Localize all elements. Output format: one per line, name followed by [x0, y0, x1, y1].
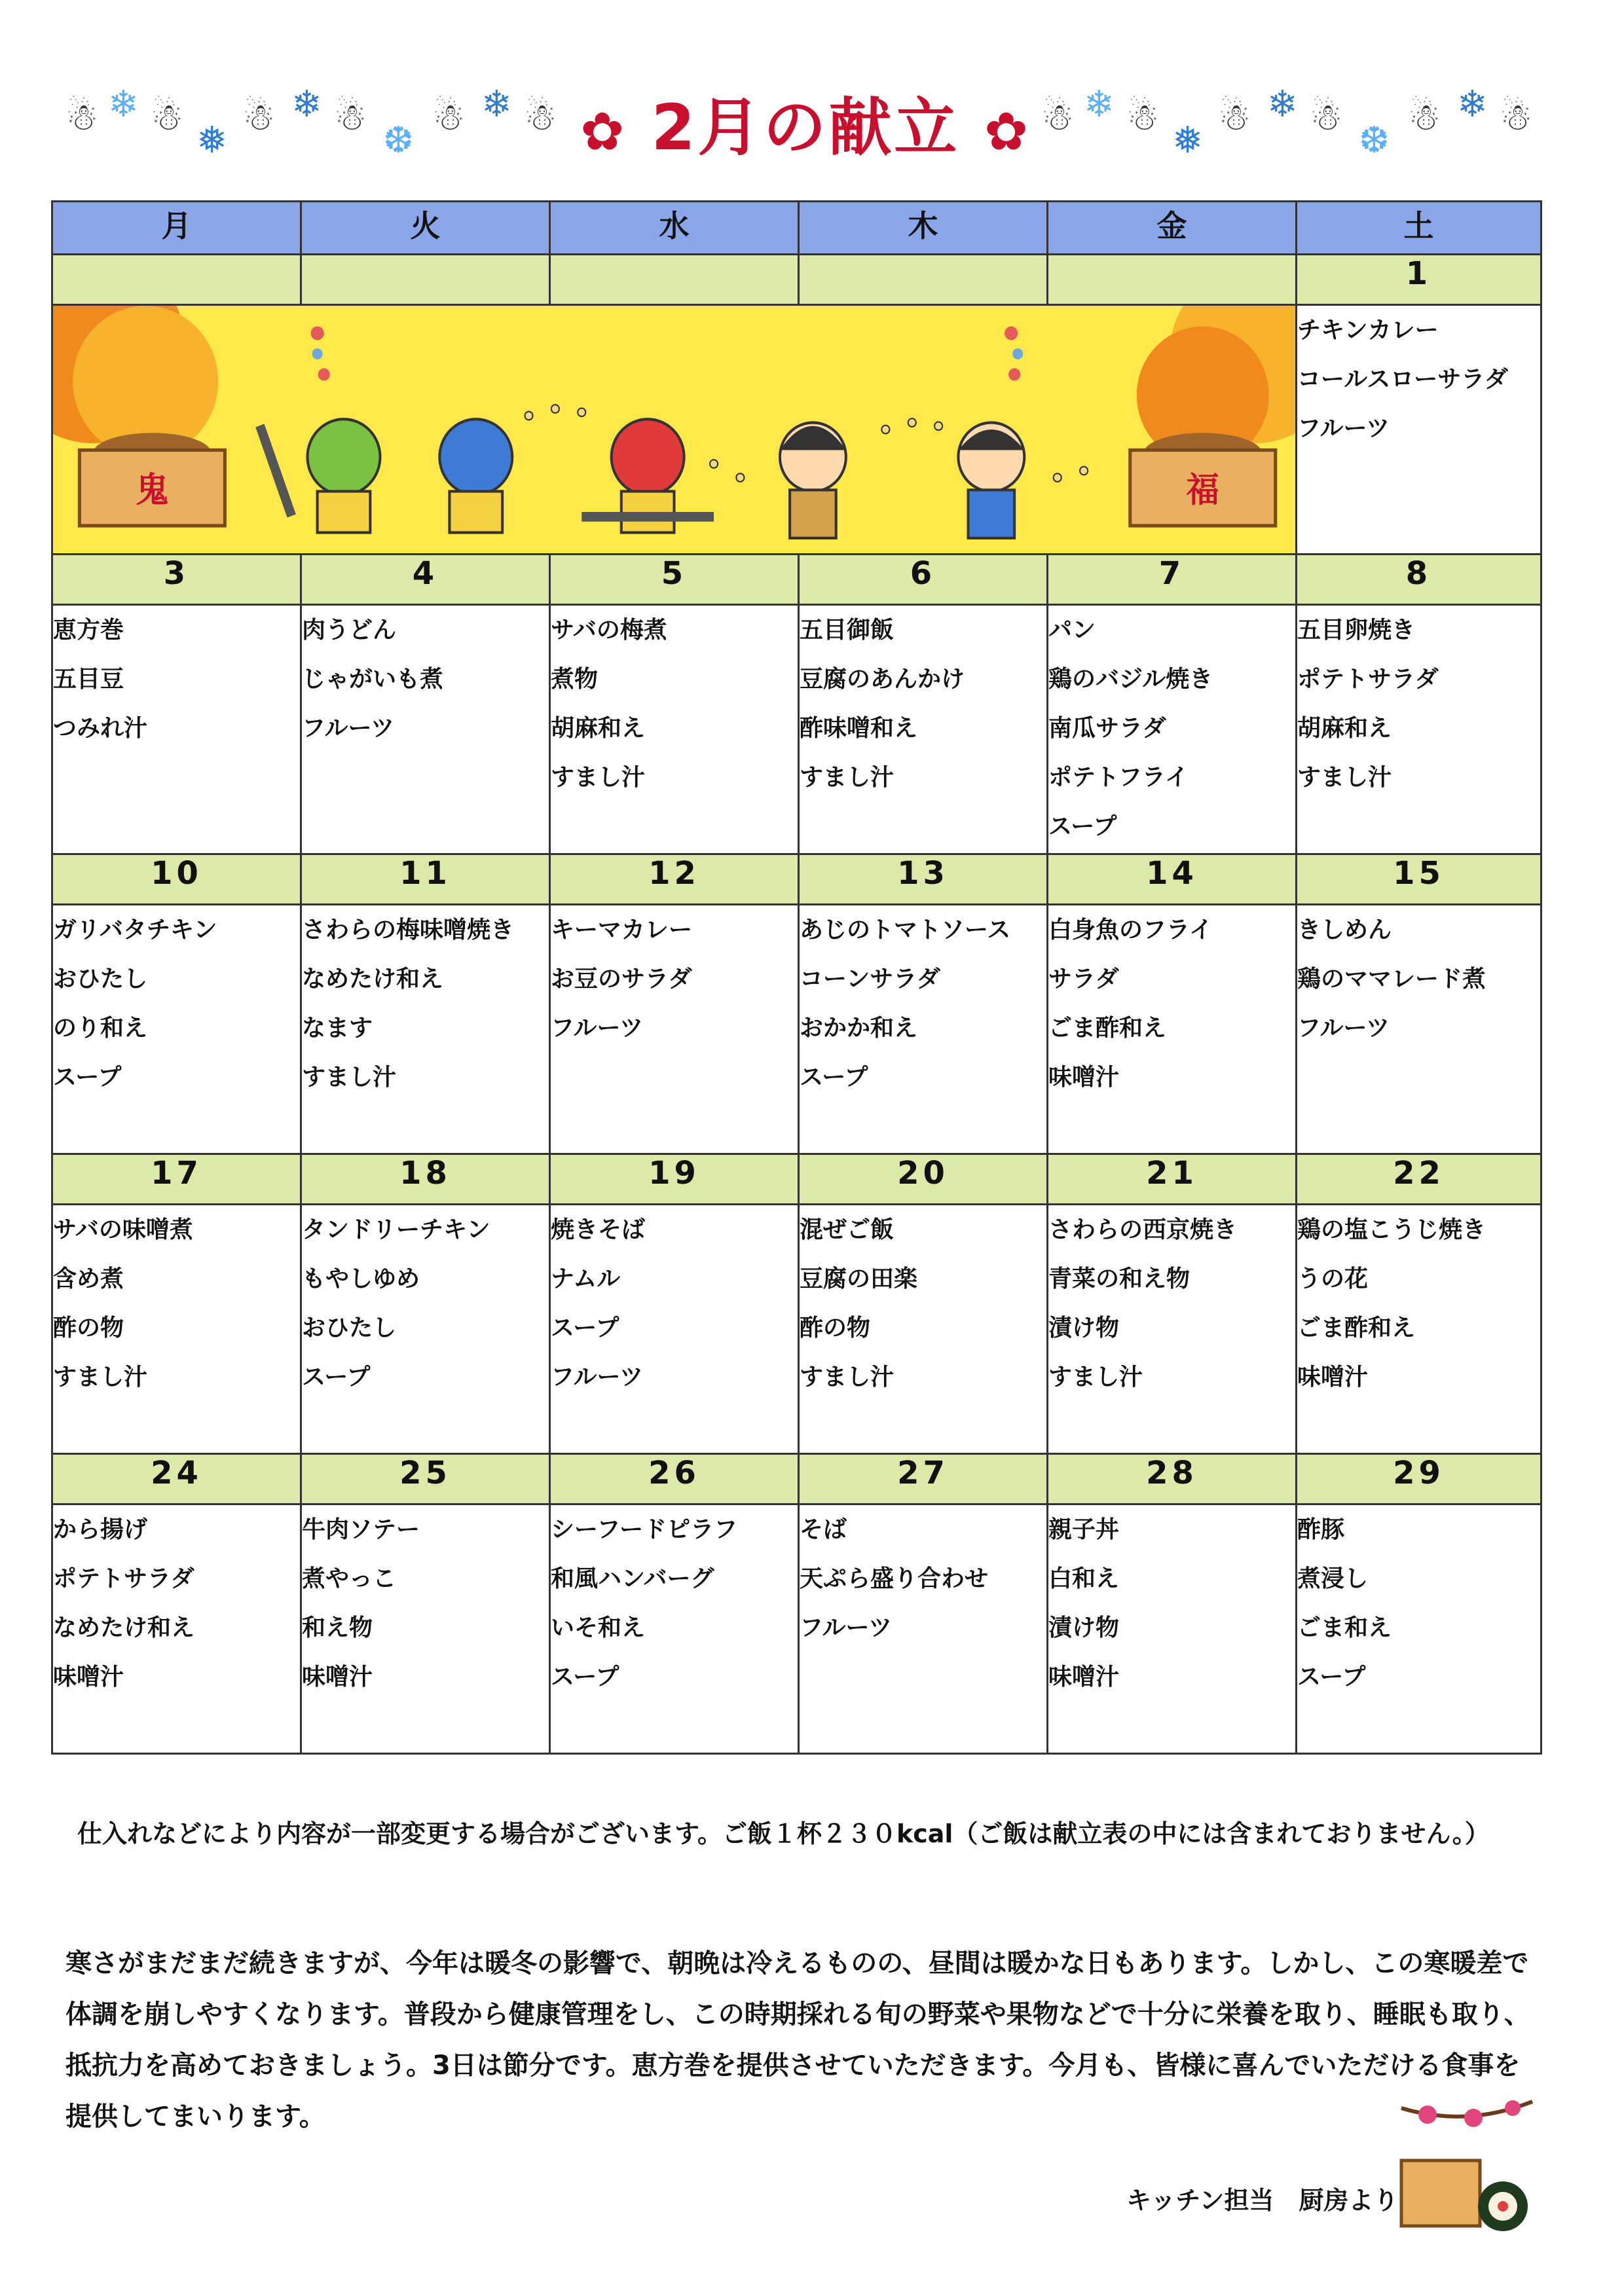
snowflake-icon: ❄	[291, 83, 322, 126]
menu-item: スープ	[551, 1664, 619, 1690]
menu-cell	[301, 905, 550, 1154]
menu-item: 和風ハンバーグ	[551, 1565, 714, 1592]
menu-item: 鶏のママレード煮	[1297, 966, 1486, 993]
menu-cell	[1048, 905, 1297, 1154]
menu-calendar	[51, 200, 1542, 1755]
menu-item: すまし汁	[800, 764, 895, 791]
menu-item: 胡麻和え	[551, 715, 646, 742]
menu-row	[52, 1504, 1541, 1754]
menu-cell	[1048, 1205, 1297, 1454]
menu-item: スープ	[53, 1064, 122, 1091]
page-title	[576, 92, 1035, 164]
menu-item: 酢豚	[1297, 1516, 1345, 1543]
snowman-icon: ☃	[1408, 96, 1441, 139]
menu-item: ごま酢和え	[1048, 1015, 1167, 1042]
menu-item: コーンサラダ	[800, 966, 940, 993]
menu-item: 漬け物	[1048, 1315, 1120, 1341]
menu-item: ナムル	[551, 1266, 621, 1292]
menu-item: さわらの西京焼き	[1048, 1216, 1238, 1243]
weekday-sat: 土	[1297, 202, 1541, 255]
menu-item: すまし汁	[53, 1364, 148, 1391]
menu-item: コールスローサラダ	[1297, 366, 1508, 393]
menu-item: 天ぷら盛り合わせ	[800, 1565, 989, 1592]
date-row	[52, 255, 1541, 305]
menu-item: 胡麻和え	[1297, 715, 1392, 742]
snowman-icon: ☃	[65, 96, 99, 139]
menu-item: 煮浸し	[1297, 1565, 1369, 1592]
date-cell: 8	[1297, 555, 1541, 605]
menu-item: うの花	[1297, 1266, 1369, 1292]
weekday-thu: 木	[799, 202, 1048, 255]
menu-cell	[799, 605, 1048, 854]
weekday-header-row	[52, 202, 1541, 255]
date-cell	[52, 255, 301, 305]
menu-cell	[1048, 605, 1297, 854]
menu-item: ごま酢和え	[1297, 1315, 1416, 1341]
menu-item: 五目御飯	[800, 617, 895, 644]
blue-oni-icon	[439, 419, 512, 532]
date-cell: 7	[1048, 555, 1297, 605]
menu-item: ポテトサラダ	[1297, 666, 1439, 693]
menu-item: のり和え	[53, 1015, 148, 1042]
menu-item: 和え物	[302, 1614, 373, 1641]
date-cell: 24	[52, 1454, 301, 1504]
menu-cell	[1297, 305, 1541, 555]
menu-item: パン	[1048, 617, 1096, 644]
menu-row	[52, 1205, 1541, 1454]
menu-item: から揚げ	[53, 1516, 148, 1543]
menu-item: おかか和え	[800, 1015, 918, 1042]
menu-item: すまし汁	[302, 1064, 397, 1091]
snowflake-icon: ❅	[1172, 119, 1203, 162]
menu-item: すまし汁	[551, 764, 646, 791]
date-cell	[799, 255, 1048, 305]
menu-item: 酢の物	[800, 1315, 871, 1341]
date-cell: 4	[301, 555, 550, 605]
menu-item: 漬け物	[1048, 1614, 1120, 1641]
menu-item: ポテトフライ	[1048, 764, 1189, 791]
menu-item: 白和え	[1048, 1565, 1120, 1592]
menu-item: おひたし	[53, 966, 148, 993]
date-row	[52, 1154, 1541, 1205]
date-cell: 21	[1048, 1154, 1297, 1205]
menu-cell	[550, 905, 799, 1154]
menu-item: なます	[302, 1015, 373, 1042]
date-cell: 20	[799, 1154, 1048, 1205]
menu-item: 酢の物	[53, 1315, 124, 1341]
menu-item: きしめん	[1297, 917, 1392, 943]
menu-item: おひたし	[302, 1315, 397, 1341]
menu-cell	[52, 905, 301, 1154]
menu-item: 南瓜サラダ	[1048, 715, 1166, 742]
menu-item: 含め煮	[53, 1266, 124, 1292]
page-title-text: 2月の献立	[651, 91, 960, 164]
menu-item: タンドリーチキン	[302, 1216, 490, 1243]
setsubun-banner-cell	[52, 305, 1297, 555]
date-cell: 11	[301, 854, 550, 905]
date-cell: 3	[52, 555, 301, 605]
menu-item: フルーツ	[551, 1015, 644, 1042]
menu-cell	[301, 1504, 550, 1754]
date-cell: 1	[1297, 255, 1541, 305]
menu-item: 味噌汁	[1048, 1664, 1120, 1690]
menu-cell	[1297, 905, 1541, 1154]
snowman-icon: ☃	[1500, 96, 1533, 139]
menu-cell	[550, 605, 799, 854]
plum-and-ehomaki-icon	[1388, 2088, 1545, 2246]
weekday-tue: 火	[301, 202, 550, 255]
snowflake-icon: ❄	[481, 83, 512, 126]
date-cell: 29	[1297, 1454, 1541, 1504]
bean-box-icon	[1130, 433, 1276, 526]
menu-cell	[301, 605, 550, 854]
menu-row	[52, 305, 1541, 555]
weekday-mon: 月	[52, 202, 301, 255]
menu-cell	[799, 905, 1048, 1154]
menu-item: 白身魚のフライ	[1048, 917, 1213, 943]
monthly-message: 寒さがまだまだ続きますが、今年は暖冬の影響で、朝晩は冷えるものの、昼間は暖かな日もあります。しかし、この寒暖差で体調を崩しやすくなります。普段から健康管理をし、この時期採れる旬の野菜や果物などで十分に栄養を取り、睡眠も取り、抵抗力を高めておきましょう。3日は節分です。恵方巻を提供させていただきます。今月も、皆様に喜んでいただける食事を提供してまいります。	[65, 1948, 1530, 2132]
menu-item: フルーツ	[551, 1364, 644, 1391]
menu-item: つみれ汁	[53, 715, 148, 742]
menu-item: なめたけ和え	[53, 1614, 195, 1641]
menu-cell	[52, 605, 301, 854]
menu-item: 焼きそば	[551, 1216, 646, 1243]
snowflake-icon: ❆	[383, 119, 414, 162]
date-cell: 13	[799, 854, 1048, 905]
menu-item: いそ和え	[551, 1614, 646, 1641]
menu-item: スープ	[302, 1364, 371, 1391]
menu-cell	[550, 1205, 799, 1454]
menu-item: さわらの梅味噌焼き	[302, 917, 515, 943]
menu-item: サバの梅煮	[551, 617, 667, 644]
weekday-wed: 水	[550, 202, 799, 255]
menu-item: フルーツ	[1297, 415, 1390, 442]
flower-icon: ✿	[580, 101, 627, 162]
date-cell: 28	[1048, 1454, 1297, 1504]
menu-item: シーフードピラフ	[551, 1516, 738, 1543]
date-cell: 27	[799, 1454, 1048, 1504]
date-cell: 15	[1297, 854, 1541, 905]
menu-item: あじのトマトソース	[800, 917, 1011, 943]
menu-item: ごま和え	[1297, 1614, 1392, 1641]
menu-item: 味噌汁	[1048, 1064, 1120, 1091]
menu-item: 味噌汁	[53, 1664, 124, 1690]
menu-item: サバの味噌煮	[53, 1216, 193, 1243]
snowflake-icon: ❄	[1084, 83, 1115, 126]
date-cell: 14	[1048, 854, 1297, 905]
menu-cell	[52, 1504, 301, 1754]
menu-item: スープ	[1297, 1664, 1366, 1690]
date-cell: 5	[550, 555, 799, 605]
flower-icon: ✿	[984, 101, 1031, 162]
date-cell	[1048, 255, 1297, 305]
menu-row	[52, 905, 1541, 1154]
menu-cell	[799, 1504, 1048, 1754]
setsubun-illustration	[53, 306, 1295, 553]
menu-cell	[1297, 1504, 1541, 1754]
snowman-icon: ☃	[334, 96, 367, 139]
menu-item: サラダ	[1048, 966, 1119, 993]
snowman-icon: ☃	[1310, 96, 1343, 139]
menu-item: すまし汁	[1048, 1364, 1143, 1391]
date-row	[52, 555, 1541, 605]
snowflake-icon: ❄	[1457, 83, 1488, 126]
menu-item: 鶏のバジル焼き	[1048, 666, 1213, 693]
menu-item: じゃがいも煮	[302, 666, 444, 693]
snowman-icon: ☃	[1041, 96, 1075, 139]
setsubun-corner-illustration	[1388, 2088, 1545, 2246]
date-cell: 22	[1297, 1154, 1541, 1205]
menu-item: 親子丼	[1048, 1516, 1120, 1543]
menu-item: フルーツ	[1297, 1015, 1390, 1042]
date-cell	[550, 255, 799, 305]
menu-item: すまし汁	[1297, 764, 1392, 791]
date-cell	[301, 255, 550, 305]
snowflake-icon: ❄	[1267, 83, 1298, 126]
snowflake-icon: ❆	[1359, 119, 1390, 162]
menu-note: 仕入れなどにより内容が一部変更する場合がございます。ご飯１杯２３０kcal（ご飯は献立表の中には含まれておりません。）	[77, 1819, 1490, 1848]
menu-item: スープ	[551, 1315, 619, 1341]
menu-item: スープ	[800, 1064, 868, 1091]
menu-item: 酢味噌和え	[800, 715, 918, 742]
menu-item: お豆のサラダ	[551, 966, 692, 993]
menu-item: ポテトサラダ	[53, 1565, 194, 1592]
menu-item: 恵方巻	[53, 617, 124, 644]
menu-row	[52, 605, 1541, 854]
menu-item: 混ぜご飯	[800, 1216, 895, 1243]
menu-item: ガリバタチキン	[53, 917, 217, 943]
menu-item: チキンカレー	[1297, 317, 1439, 344]
date-cell: 18	[301, 1154, 550, 1205]
menu-item: もやしゆめ	[302, 1266, 420, 1292]
menu-item: そば	[800, 1516, 847, 1543]
menu-cell	[301, 1205, 550, 1454]
svg-text:福: 福	[1186, 470, 1219, 511]
date-cell: 19	[550, 1154, 799, 1205]
signature: キッチン担当 厨房より	[1126, 2186, 1399, 2215]
snowman-icon: ☃	[1218, 96, 1251, 139]
snowman-icon: ☃	[524, 96, 557, 139]
date-cell: 12	[550, 854, 799, 905]
menu-item: 青菜の和え物	[1048, 1266, 1190, 1292]
snowman-icon: ☃	[151, 96, 184, 139]
snowflake-icon: ❅	[196, 119, 227, 162]
menu-item: 煮物	[551, 666, 599, 693]
menu-item: すまし汁	[800, 1364, 895, 1391]
menu-cell	[799, 1205, 1048, 1454]
svg-text:鬼: 鬼	[136, 470, 169, 511]
menu-item: フルーツ	[800, 1614, 893, 1641]
date-cell: 25	[301, 1454, 550, 1504]
bean-box-icon	[79, 433, 225, 526]
menu-cell	[1297, 605, 1541, 854]
menu-cell	[550, 1504, 799, 1754]
menu-item: なめたけ和え	[302, 966, 444, 993]
date-cell: 26	[550, 1454, 799, 1504]
menu-item: スープ	[1048, 813, 1117, 840]
menu-item: 牛肉ソテー	[302, 1516, 420, 1543]
date-row	[52, 1454, 1541, 1504]
snowman-icon: ☃	[242, 96, 276, 139]
date-cell: 6	[799, 555, 1048, 605]
menu-item: 味噌汁	[1297, 1364, 1369, 1391]
menu-item: フルーツ	[302, 715, 395, 742]
snowman-icon: ☃	[432, 96, 466, 139]
date-cell: 10	[52, 854, 301, 905]
menu-item: 五目卵焼き	[1297, 617, 1416, 644]
menu-item: 味噌汁	[302, 1664, 373, 1690]
menu-item: 豆腐のあんかけ	[800, 666, 965, 693]
menu-item: キーマカレー	[551, 917, 693, 943]
weekday-fri: 金	[1048, 202, 1297, 255]
menu-cell	[52, 1205, 301, 1454]
menu-item: 鶏の塩こうじ焼き	[1297, 1216, 1486, 1243]
setsubun-banner	[53, 306, 1295, 553]
menu-cell	[1048, 1504, 1297, 1754]
menu-item: 豆腐の田楽	[800, 1266, 918, 1292]
child-boy-icon	[958, 423, 1024, 538]
child-girl-icon	[780, 423, 846, 538]
snowman-icon: ☃	[1126, 96, 1160, 139]
snowflake-icon: ❄	[108, 83, 139, 126]
menu-item: 肉うどん	[302, 617, 397, 644]
menu-item: 五目豆	[53, 666, 124, 693]
menu-cell	[1297, 1205, 1541, 1454]
date-cell: 17	[52, 1154, 301, 1205]
date-row	[52, 854, 1541, 905]
menu-item: 煮やっこ	[302, 1565, 397, 1592]
